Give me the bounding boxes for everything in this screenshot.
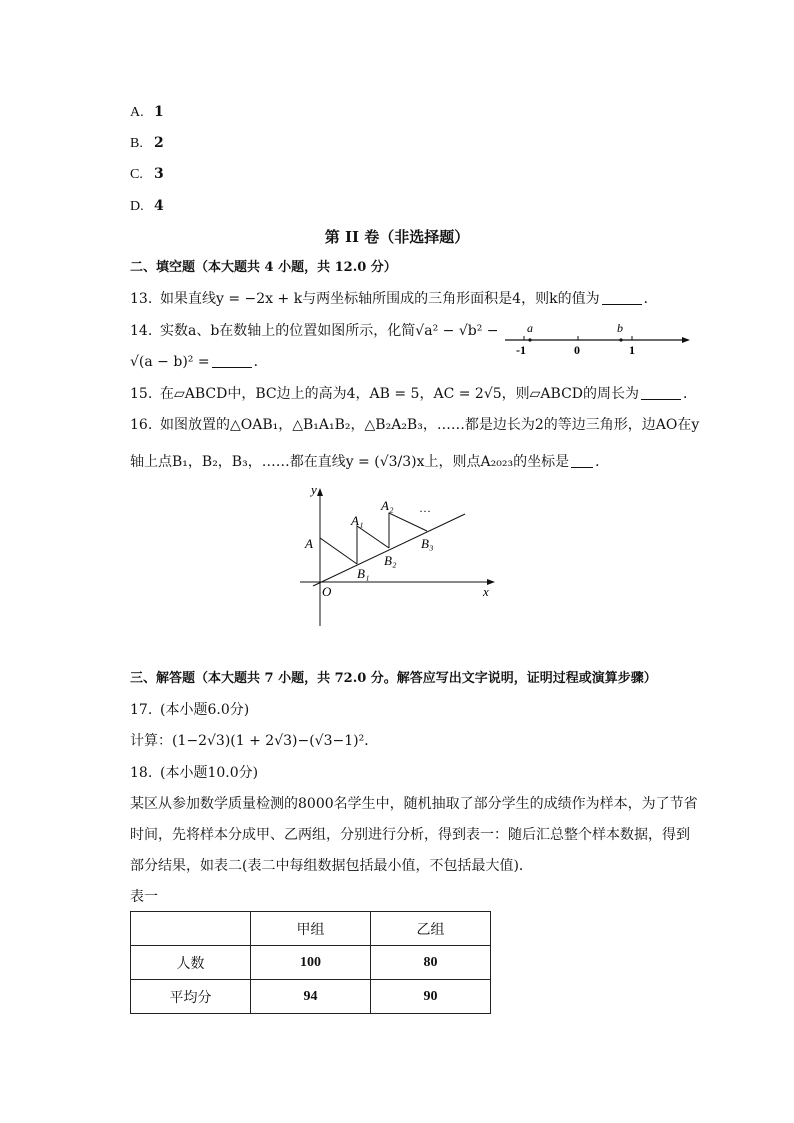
triangle-figure <box>295 478 505 630</box>
label-O: O <box>322 584 332 599</box>
question-16: 16. 如图放置的△OAB₁，△B₁A₁B₂，△B₂A₂B₃，……都是边长为2的等边三角形，边AO在y <box>130 417 700 433</box>
point-a <box>528 338 531 341</box>
label-b: b <box>617 321 623 335</box>
table-title: 表一 <box>130 889 158 905</box>
question-18-para-2: 时间，先将样本分成甲、乙两组，分别进行分析，得到表一：随后汇总整个样本数据，得到 <box>130 827 690 843</box>
question-18-header: 18. (本小题10.0分) <box>130 765 259 781</box>
tick-label-minus1: -1 <box>516 343 526 357</box>
label-a: a <box>527 321 533 335</box>
label-ellipsis: … <box>419 501 431 515</box>
table-cell: 平均分 <box>131 980 251 1014</box>
label-B1: B₁ <box>357 566 370 581</box>
question-14-line2: √(a − b)² = ． <box>130 354 268 370</box>
arrow-icon <box>682 337 690 343</box>
tick-label-0: 0 <box>574 343 580 357</box>
table-cell: 80 <box>371 946 491 980</box>
data-table <box>130 911 491 1014</box>
part2-title: 第 II 卷（非选择题） <box>324 228 470 246</box>
option-c: C. 3 <box>130 166 164 182</box>
question-16-line2: 轴上点B₁，B₂，B₃，……都在直线y = (√3/3)x上，则点A₂₀₂₃的坐标是 ． <box>130 454 610 470</box>
label-y: y <box>311 482 317 497</box>
table-row <box>131 980 491 1014</box>
label-A: A <box>305 536 313 551</box>
label-B3: B₃ <box>421 536 434 551</box>
question-15: 15. 在▱ABCD中，BC边上的高为4，AB = 5，AC = 2√5，则▱ABCD的周长为 ． <box>130 386 698 402</box>
table-cell: 90 <box>371 980 491 1014</box>
question-17: 计算：(1−2√3)(1 + 2√3)−(√3−1)²． <box>130 733 379 749</box>
option-a: A. 1 <box>130 104 164 120</box>
option-b: B. 2 <box>130 135 164 151</box>
table-header-cell: 乙组 <box>371 912 491 946</box>
table-row <box>131 946 491 980</box>
section2-heading: 二、填空题（本大题共 4 小题，共 12.0 分） <box>130 260 397 275</box>
question-18-para-3: 部分结果，如表二(表二中每组数据包括最小值，不包括最大值)． <box>130 858 533 874</box>
table-cell: 94 <box>251 980 371 1014</box>
table-header-row <box>131 912 491 946</box>
label-A1: A₁ <box>351 513 364 528</box>
triangle-OAB1 <box>320 538 357 582</box>
answer-blank <box>571 453 593 468</box>
tick-label-1: 1 <box>629 343 635 357</box>
question-17-header: 17. (本小题6.0分) <box>130 702 250 718</box>
answer-blank <box>602 290 642 305</box>
question-13: 13. 如果直线y = −2x + k与两坐标轴所围成的三角形面积是4，则k的值为 ． <box>130 291 658 307</box>
y-arrow-icon <box>317 488 323 496</box>
table-cell: 100 <box>251 946 371 980</box>
label-B2: B₂ <box>384 553 397 568</box>
question-14: 14. 实数a、b在数轴上的位置如图所示，化简√a² − √b² − <box>130 323 499 339</box>
table-header-cell <box>131 912 251 946</box>
point-b <box>619 338 622 341</box>
label-x: x <box>483 584 489 599</box>
option-d: D. 4 <box>130 198 164 214</box>
answer-blank <box>641 385 681 400</box>
number-line-figure <box>500 318 700 358</box>
section3-heading: 三、解答题（本大题共 7 小题，共 72.0 分。解答应写出文字说明，证明过程或演算步骤） <box>130 671 657 686</box>
label-A2: A₂ <box>381 498 394 513</box>
table-cell: 人数 <box>131 946 251 980</box>
question-18-para-1: 某区从参加数学质量检测的8000名学生中，随机抽取了部分学生的成绩作为样本，为了节省 <box>130 796 698 812</box>
answer-blank <box>212 353 252 368</box>
table-header-cell: 甲组 <box>251 912 371 946</box>
